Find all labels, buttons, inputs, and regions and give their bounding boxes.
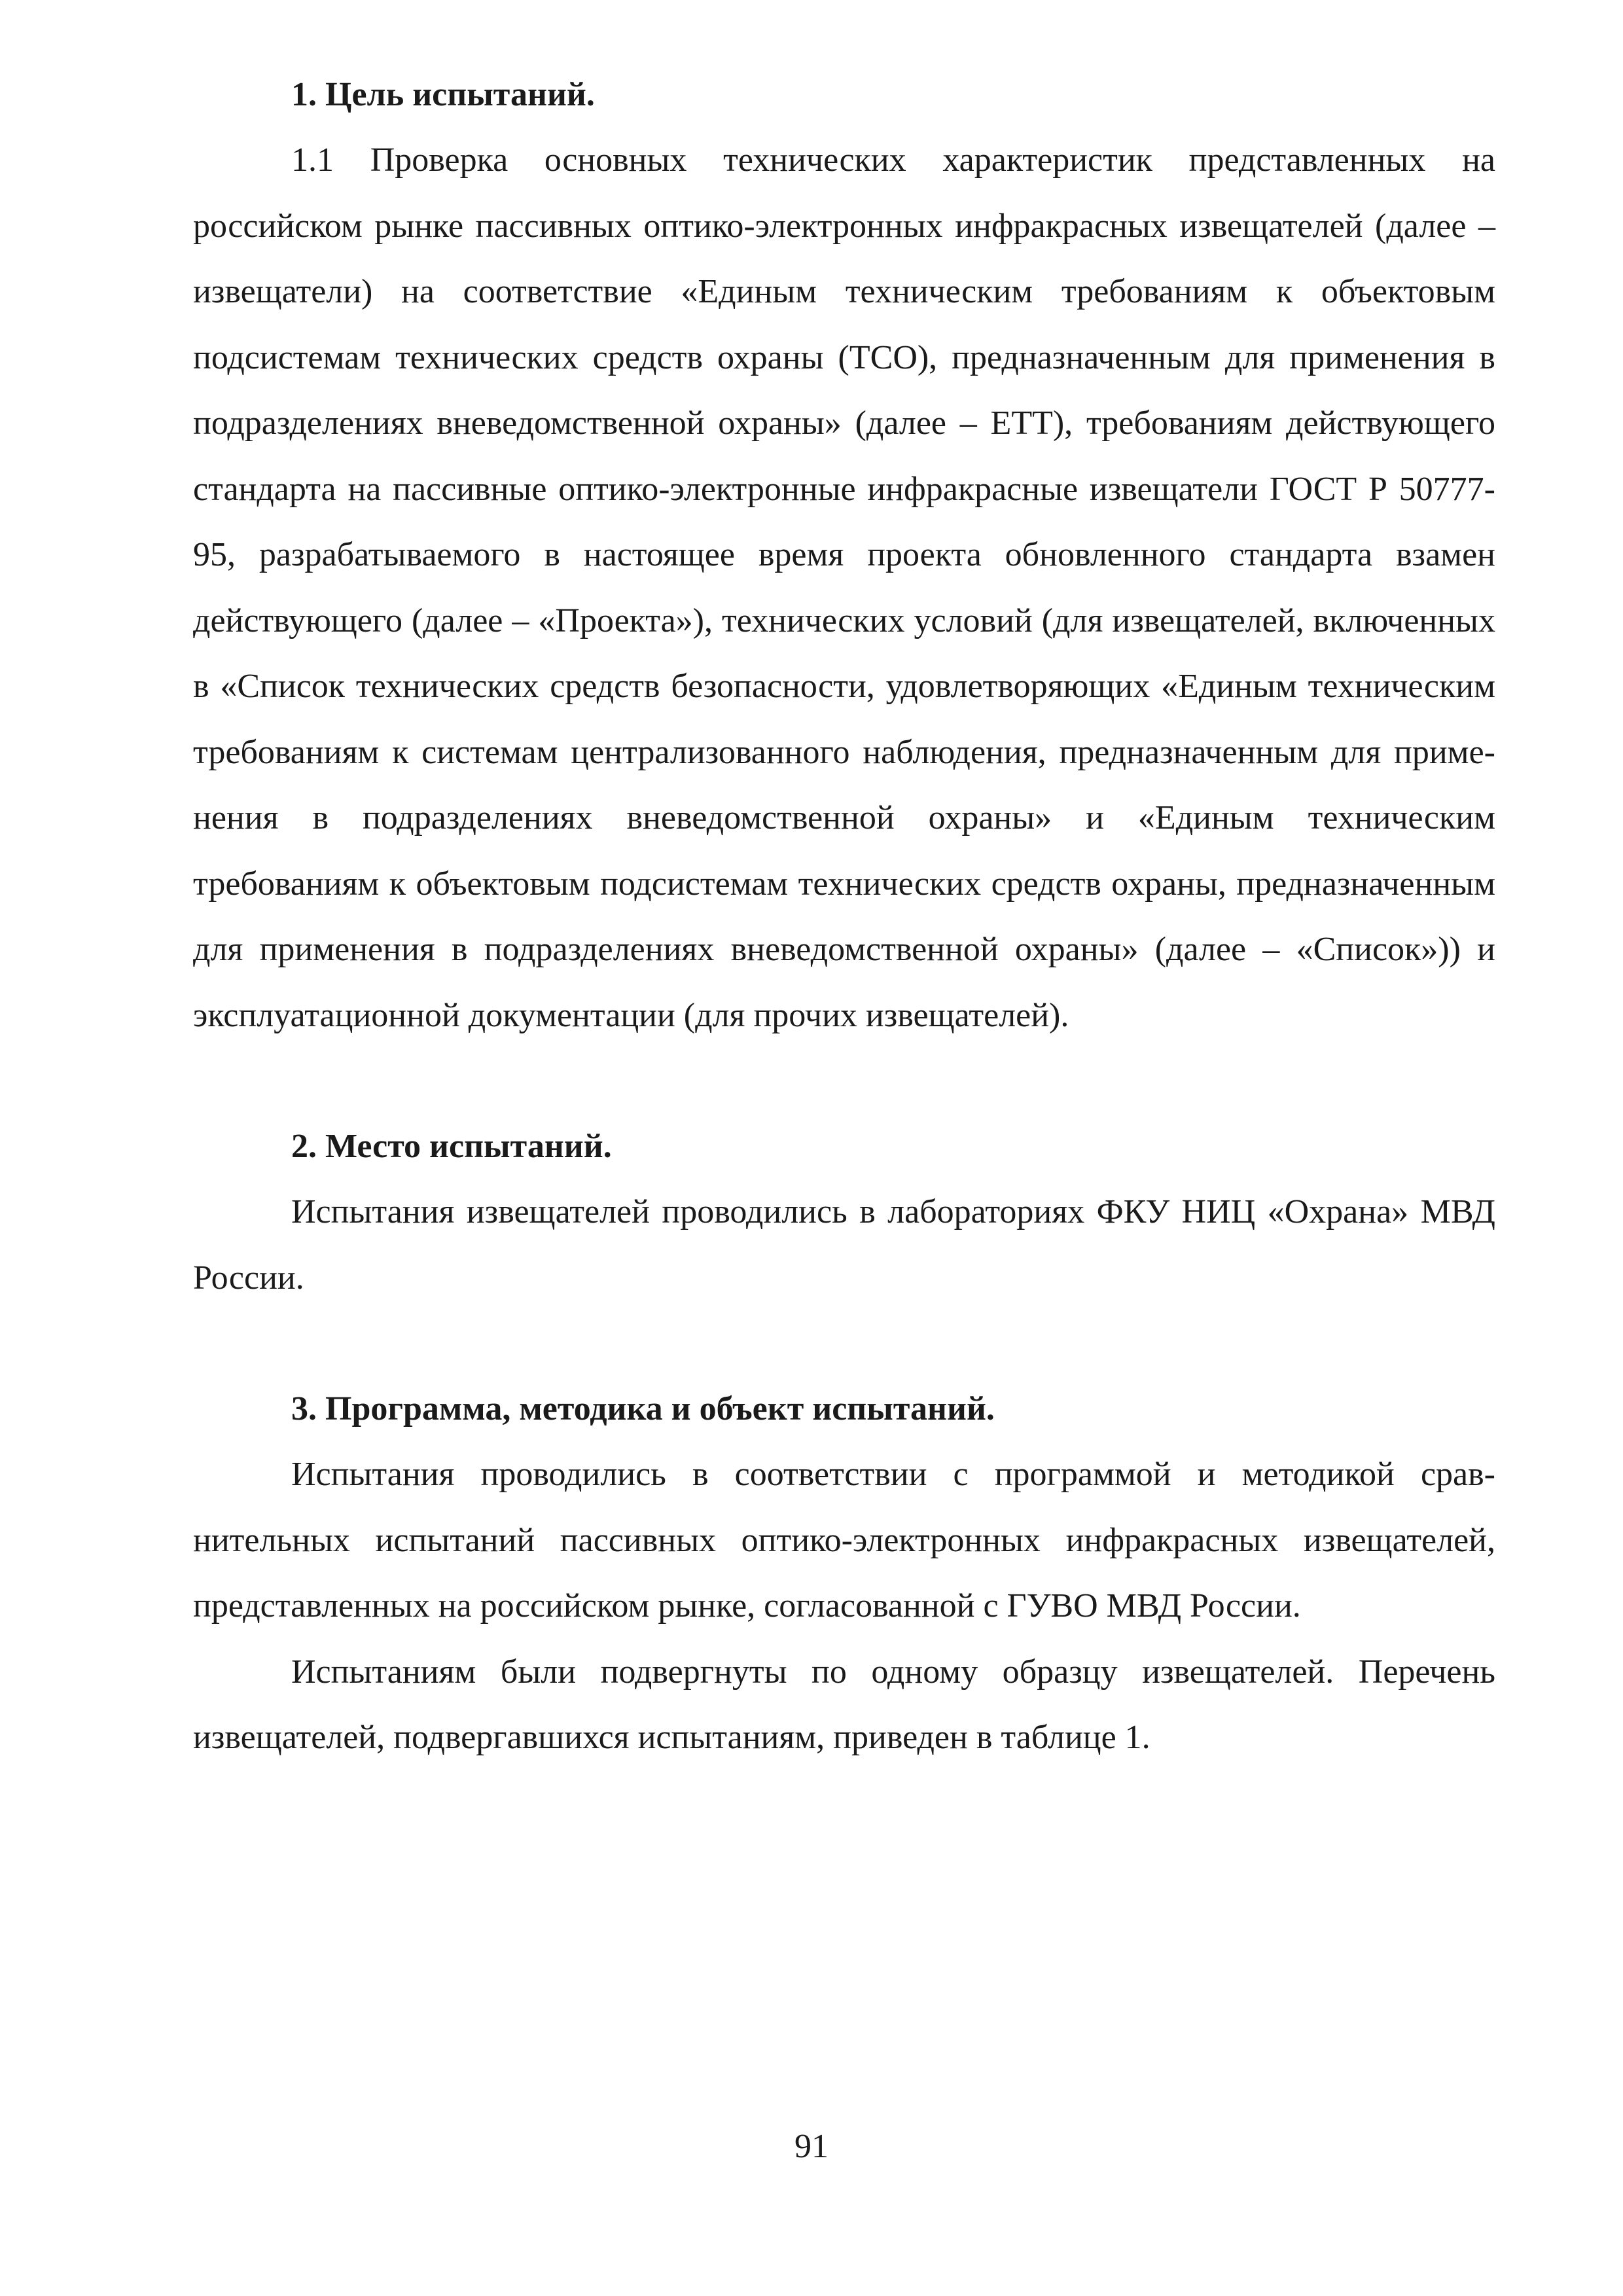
section-location: [193, 1114, 1495, 1311]
section-purpose: [193, 62, 1495, 1049]
document-page: [193, 62, 1495, 1771]
paragraph: Испытания извещателей проводились в лабораториях ФКУ НИЦ «Охрана» МВД России.: [193, 1193, 1495, 1297]
section-spacer: [193, 1311, 1495, 1376]
section-heading: 2. Место испытаний.: [291, 1128, 612, 1165]
paragraph: 1.1 Проверка основных технических характеристик представленных на российском рынке пассивных оптико-электронных инфракрасных извещателей (далее – извещатели) на соответствие «Единым техническим требованиям к объектовым подсистемам технических средств охраны (ТСО), предназначенным для применения в подразделениях вневедомственной охраны» (далее – ЕТТ), требованиям действующего стандарта на пассивные оптико-электронные инфракрасные извещатели ГОСТ Р 50777-95, разрабатываемого в настоящее время проекта обновленного стандарта взамен действующего (далее – «Проекта»), технических условий (для извещателей, включенных в «Список технических средств безопасности, удовлетворяющих «Единым техническим требованиям к системам централизованного наблюдения, предназначенным для применения в подразделениях вневедомственной охраны» и «Единым техническим требованиям к объектовым подсистемам технических средств охраны, предназначенным для применения в подразделениях вневедомственной охраны» (далее – «Список»)) и эксплуатационной документации (для прочих извещателей).: [193, 141, 1495, 1034]
paragraph: Испытания проводились в соответствии с программой и методикой сравнительных испытаний пассивных оптико-электронных инфракрасных извещателей, представленных на российском рынке, согласованной с ГУВО МВД России.: [193, 1456, 1495, 1624]
page-number: 91: [794, 2128, 829, 2165]
section-program: [193, 1376, 1495, 1771]
section-heading: 3. Программа, методика и объект испытаний.: [291, 1390, 995, 1427]
section-heading: 1. Цель испытаний.: [291, 76, 595, 113]
section-spacer: [193, 1049, 1495, 1114]
paragraph: Испытаниям были подвергнуты по одному образцу извещателей. Перечень извещателей, подвергавшихся испытаниям, приведен в таблице 1.: [193, 1653, 1495, 1756]
